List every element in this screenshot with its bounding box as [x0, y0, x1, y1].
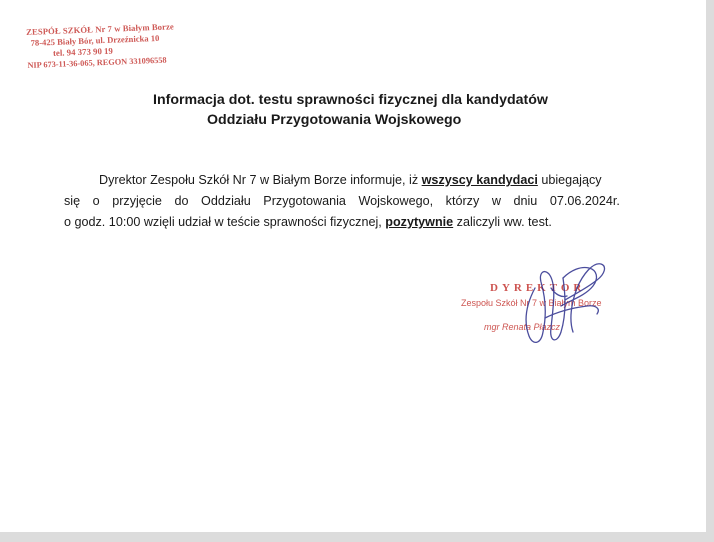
scan-edge-right [706, 0, 714, 542]
handwritten-signature-icon [505, 248, 615, 358]
school-stamp [26, 20, 203, 71]
body-word-date: 07.06.2024r. [549, 194, 620, 208]
school-stamp-phone: tel. 94 373 90 19 [52, 45, 114, 58]
body-line-3 [64, 212, 552, 233]
body-word: do [174, 194, 189, 208]
body-word: Przygotowania [263, 194, 346, 208]
body-emphasis-all-candidates: wszyscy kandydaci [421, 173, 538, 187]
body-word: którzy [445, 194, 480, 208]
body-word: przyjęcie [112, 194, 162, 208]
body-word: o [92, 194, 100, 208]
body-word: się [64, 194, 81, 208]
body-word: dniu [513, 194, 538, 208]
body-line-1 [99, 170, 602, 191]
body-line-3-text-a: o godz. 10:00 wzięli udział w teście sprawności fizycznej, [64, 215, 386, 229]
school-stamp-address: 78-425 Biały Bór, ul. Drzeźnicka 10 [30, 32, 160, 48]
body-line-1-text-b: ubiegający [537, 173, 602, 187]
body-line-1-text-a: Dyrektor Zespołu Szkół Nr 7 w Białym Borze informuje, iż [99, 173, 422, 187]
title-line-1: Informacja dot. testu sprawności fizycznej dla kandydatów [153, 92, 548, 108]
body-word: Wojskowego, [358, 194, 434, 208]
body-emphasis-positively: pozytywnie [385, 215, 454, 229]
school-stamp-name: ZESPÓŁ SZKÓŁ Nr 7 w Białym Borze [26, 21, 174, 37]
director-stamp-name: mgr Renata Płazcz [484, 322, 561, 332]
title-line-2: Oddziału Przygotowania Wojskowego [207, 112, 462, 128]
body-word: w [491, 194, 501, 208]
director-stamp-school: Zespołu Szkół Nr 7 w Białym Borze [461, 298, 602, 308]
body-word: Oddziału [201, 194, 251, 208]
body-line-2 [64, 191, 620, 212]
school-stamp-nip-regon: NIP 673-11-36-065, REGON 331096558 [27, 55, 167, 70]
body-line-3-text-b: zaliczyli ww. test. [453, 215, 552, 229]
scan-edge-bottom [0, 532, 714, 542]
director-stamp-title: DYREKTOR [490, 282, 586, 294]
